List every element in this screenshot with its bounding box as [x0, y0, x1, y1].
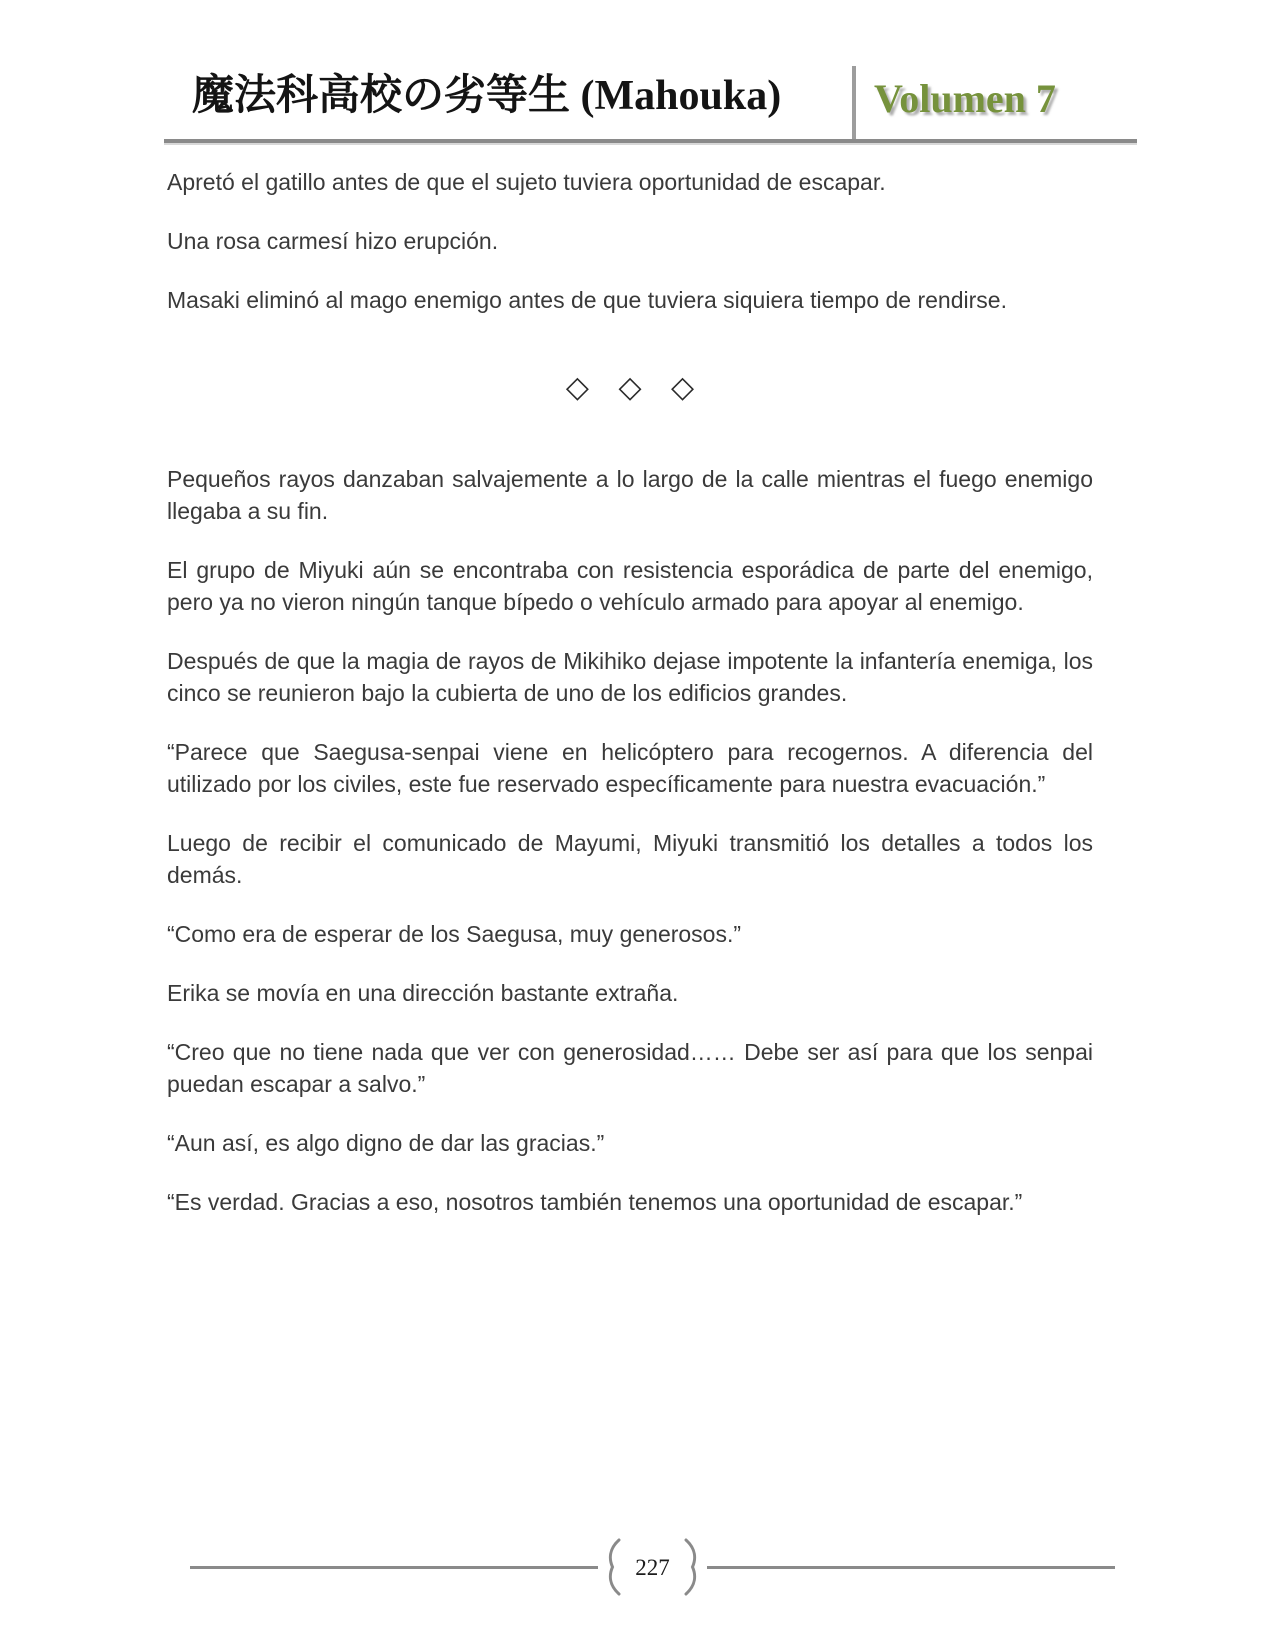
- volume-label: Volumen 7: [874, 76, 1056, 121]
- paragraph: “Parece que Saegusa-senpai viene en helicóptero para recogernos. A diferencia del utilizado por los civiles, este fue reservado específicamente para nuestra evacuación.”: [167, 739, 1093, 797]
- paragraph: Después de que la magia de rayos de Mikihiko dejase impotente la infantería enemiga, los cinco se reunieron bajo la cubierta de uno de los edificios grandes.: [167, 648, 1093, 706]
- footer-line-left: [190, 1566, 598, 1569]
- header-rule: [164, 139, 1137, 143]
- paragraph: Pequeños rayos danzaban salvajemente a lo largo de la calle mientras el fuego enemigo llegaba a su fin.: [167, 466, 1093, 524]
- paragraph: Apretó el gatillo antes de que el sujeto tuviera oportunidad de escapar.: [167, 169, 886, 195]
- paragraph: “Aun así, es algo digno de dar las gracias.”: [167, 1130, 605, 1156]
- paragraph: Una rosa carmesí hizo erupción.: [167, 228, 499, 254]
- paragraph: El grupo de Miyuki aún se encontraba con resistencia esporádica de parte del enemigo, pero ya no vieron ningún tanque bípedo o vehículo armado para apoyar al enemigo.: [167, 557, 1093, 615]
- paragraph-list: [167, 166, 1093, 1218]
- right-bracket-ornament: [684, 1538, 701, 1596]
- page-number: 227: [635, 1554, 670, 1580]
- left-bracket-ornament: [604, 1538, 621, 1596]
- paragraph: “Como era de esperar de los Saegusa, muy generosos.”: [167, 921, 742, 947]
- paragraph: Erika se movía en una dirección bastante extraña.: [167, 980, 679, 1006]
- page-body: [167, 166, 1093, 1245]
- paragraph: “Creo que no tiene nada que ver con generosidad…… Debe ser así para que los senpai puedan escapar a salvo.”: [167, 1039, 1093, 1097]
- footer-line-right: [707, 1566, 1115, 1569]
- section-separator: ◇ ◇ ◇: [565, 370, 705, 405]
- paragraph: “Es verdad. Gracias a eso, nosotros también tenemos una oportunidad de escapar.”: [167, 1189, 1023, 1215]
- page-number-group: [604, 1538, 701, 1596]
- paragraph: Masaki eliminó al mago enemigo antes de que tuviera siquiera tiempo de rendirse.: [167, 287, 1007, 313]
- page-footer: [190, 1536, 1115, 1598]
- paragraph: Luego de recibir el comunicado de Mayumi, Miyuki transmitió los detalles a todos los demás.: [167, 830, 1093, 888]
- book-title: 魔法科高校の劣等生 (Mahouka): [192, 73, 782, 119]
- header-vertical-divider: [852, 66, 856, 142]
